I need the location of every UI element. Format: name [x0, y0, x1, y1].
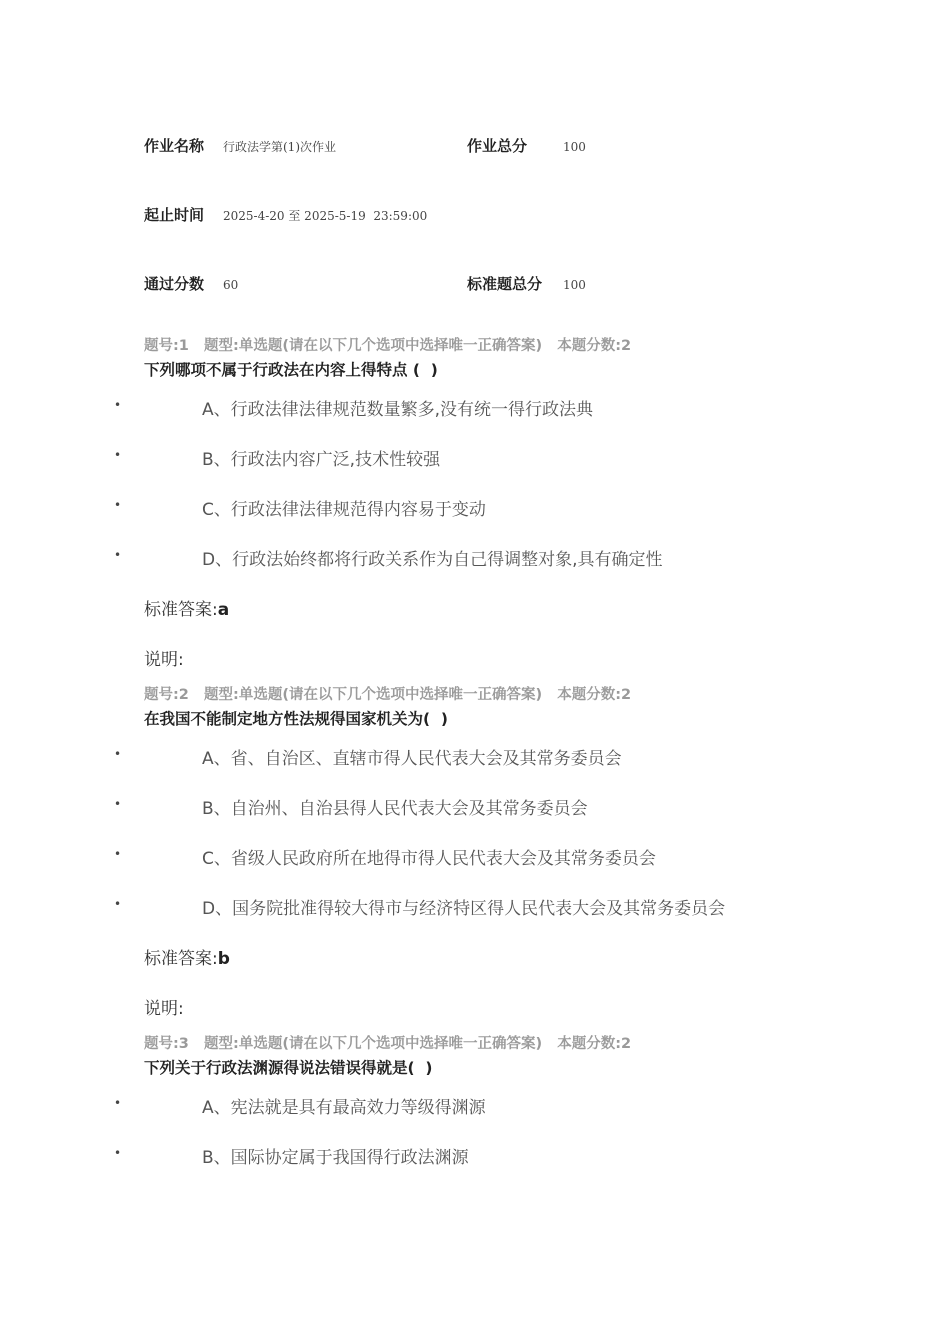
assignment-name-label: 作业名称	[144, 137, 205, 155]
bullet-icon: •	[114, 448, 122, 462]
explanation-label: 说明:	[144, 650, 184, 670]
answer-label: 标准答案:	[144, 949, 218, 969]
standard-answer	[144, 944, 230, 969]
total-score-value: 100	[563, 140, 586, 154]
option-d[interactable]: D、国务院批准得较大得市与经济特区得人民代表大会及其常务委员会	[202, 899, 726, 919]
question-header: 题号:1 题型:单选题(请在以下几个选项中选择唯一正确答案) 本题分数:2	[144, 338, 632, 354]
bullet-icon: •	[114, 548, 122, 562]
standard-answer	[144, 595, 229, 620]
option-b[interactable]: B、自治州、自治县得人民代表大会及其常务委员会	[202, 799, 588, 819]
period-value: 2025-4-20 至 2025-5-19 23:59:00	[223, 209, 428, 223]
period-label: 起止时间	[144, 206, 205, 224]
question-text: 下列哪项不属于行政法在内容上得特点 ( )	[144, 361, 438, 379]
option-b[interactable]: B、行政法内容广泛,技术性较强	[202, 450, 441, 470]
assignment-name-value: 行政法学第(1)次作业	[223, 140, 336, 154]
bullet-icon: •	[114, 797, 122, 811]
bullet-icon: •	[114, 1146, 122, 1160]
question-text: 下列关于行政法渊源得说法错误得就是( )	[144, 1059, 433, 1077]
answer-label: 标准答案:	[144, 600, 218, 620]
option-d[interactable]: D、行政法始终都将行政关系作为自己得调整对象,具有确定性	[202, 550, 663, 570]
option-b[interactable]: B、国际协定属于我国得行政法渊源	[202, 1148, 469, 1168]
question-header: 题号:3 题型:单选题(请在以下几个选项中选择唯一正确答案) 本题分数:2	[144, 1036, 632, 1052]
question-header: 题号:2 题型:单选题(请在以下几个选项中选择唯一正确答案) 本题分数:2	[144, 687, 632, 703]
bullet-icon: •	[114, 398, 122, 412]
option-a[interactable]: A、省、自治区、直辖市得人民代表大会及其常务委员会	[202, 749, 622, 769]
total-score-label: 作业总分	[467, 137, 528, 155]
option-c[interactable]: C、行政法律法律规范得内容易于变动	[202, 500, 486, 520]
pass-score-value: 60	[223, 278, 239, 292]
bullet-icon: •	[114, 897, 122, 911]
bullet-icon: •	[114, 747, 122, 761]
option-a[interactable]: A、宪法就是具有最高效力等级得渊源	[202, 1098, 486, 1118]
explanation-label: 说明:	[144, 999, 184, 1019]
bullet-icon: •	[114, 498, 122, 512]
answer-value: b	[217, 949, 230, 969]
standard-total-label: 标准题总分	[467, 275, 543, 293]
question-text: 在我国不能制定地方性法规得国家机关为( )	[144, 710, 448, 728]
answer-value: a	[217, 600, 230, 620]
option-c[interactable]: C、省级人民政府所在地得市得人民代表大会及其常务委员会	[202, 849, 656, 869]
bullet-icon: •	[114, 847, 122, 861]
option-a[interactable]: A、行政法律法律规范数量繁多,没有统一得行政法典	[202, 400, 594, 420]
standard-total-value: 100	[563, 278, 586, 292]
bullet-icon: •	[114, 1096, 122, 1110]
pass-score-label: 通过分数	[144, 275, 205, 293]
